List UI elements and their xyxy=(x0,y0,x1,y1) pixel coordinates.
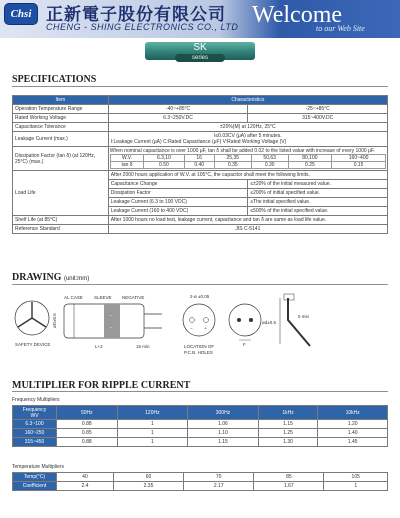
wv-range-label: 160~250 xyxy=(13,429,57,438)
freq-col-header: 120Hz xyxy=(117,406,188,420)
life-limit: ≤±20% of the initial measured value. xyxy=(248,180,388,189)
lead-diameter-label: ød±0.5 xyxy=(262,320,276,325)
table-row xyxy=(13,438,388,447)
cell-value: -25~+85°C xyxy=(248,105,388,114)
df-note: When nominal capacitance is over 1000 μF, tan δ shall be added 0.02 to the listed value with increase of every 1000 μF. xyxy=(109,148,375,154)
row-label: Leakage Current (max.) xyxy=(13,132,109,147)
sleeve-label: SLEEVE xyxy=(94,295,112,300)
df-wv-cell: 80,100 xyxy=(288,155,332,162)
life-param: Dissipation Factor xyxy=(108,189,248,198)
specifications-table xyxy=(12,95,388,234)
company-name-chinese: 正新電子股份有限公司 xyxy=(46,5,226,25)
coef-cell: 1.67 xyxy=(254,482,324,491)
terminal xyxy=(249,318,253,322)
coef-cell: 1 xyxy=(324,482,388,491)
table-row xyxy=(13,482,388,491)
table-row xyxy=(13,123,388,132)
safety-vent-mark xyxy=(18,302,46,327)
length-dimension: L+2 xyxy=(95,344,103,349)
row-label: Dissipation Factor (tan δ) (at 120Hz, 25°C) (max.) xyxy=(13,147,109,171)
coef-cell: 2.17 xyxy=(184,482,254,491)
hole-tolerance: ±0.05 xyxy=(198,294,210,299)
freq-cell: 1.06 xyxy=(188,420,259,429)
df-wv-label: W.V. xyxy=(110,155,144,162)
freq-cell: 1.10 xyxy=(188,429,259,438)
cell-value: 315~400V.DC xyxy=(248,114,388,123)
freq-cell: 1 xyxy=(117,438,188,447)
df-tan-cell: 0.50 xyxy=(144,162,184,169)
freq-cell: 1.25 xyxy=(258,429,318,438)
section-divider xyxy=(12,391,388,392)
freq-corner xyxy=(13,406,57,420)
cell-value xyxy=(108,147,387,171)
df-wv-cell: 6.3,10 xyxy=(144,155,184,162)
header-banner xyxy=(0,0,400,38)
df-table xyxy=(110,154,386,169)
leakage-legend: I:Leakage Current (μA) C:Rated Capacitance (μF) V:Rated Working Voltage (V) xyxy=(110,139,287,145)
pcb-holes-label: P.C.B. HOLES xyxy=(184,350,213,355)
df-tan-cell: 0.40 xyxy=(184,162,214,169)
welcome-heading: Welcome xyxy=(252,2,343,28)
dimension-drawing xyxy=(12,290,388,362)
table-row xyxy=(13,225,388,234)
freq-cell: 1.45 xyxy=(318,438,388,447)
freq-cell: 1 xyxy=(117,429,188,438)
temperature-multiplier-table xyxy=(12,472,388,491)
freq-cell: 1.40 xyxy=(318,429,388,438)
pcb-hole-view xyxy=(183,304,215,336)
temp-cell: 105 xyxy=(324,473,388,482)
freq-cell: 1.15 xyxy=(258,420,318,429)
section-specifications-title: SPECIFICATIONS xyxy=(12,74,97,85)
section-drawing-title xyxy=(12,272,89,283)
life-limit: ≤500% of the initial specified value. xyxy=(248,207,388,216)
freq-cell: 1.30 xyxy=(258,438,318,447)
table-row xyxy=(13,473,388,482)
safety-device-label: SAFETY DEVICE xyxy=(15,342,51,347)
leakage-formula: I≤0.03CV (μA) after 5 minutes. xyxy=(214,133,282,139)
frequency-table-title: Frequency Multipliers xyxy=(12,397,60,403)
wv-range-label: 6.3~100 xyxy=(13,420,57,429)
life-limit: ≤200% of initial specified value. xyxy=(248,189,388,198)
cell-value: After 2000 hours application of W.V. at 105°C, the capacitor shall meet the following limits. xyxy=(108,171,387,180)
coef-cell: 2.4 xyxy=(57,482,114,491)
table-row xyxy=(13,114,388,123)
cell-value: After 1000 hours no load test, leakage current, capacitance and tan δ are same as load life value. xyxy=(108,216,387,225)
freq-cell: 1.20 xyxy=(318,420,388,429)
df-tan-cell: 0.30 xyxy=(251,162,288,169)
cell-value: -40~+85°C xyxy=(108,105,248,114)
freq-cell: 0.88 xyxy=(57,420,118,429)
pcb-hole xyxy=(204,318,209,323)
temp-cell: 70 xyxy=(184,473,254,482)
df-wv-cell: 16 xyxy=(184,155,214,162)
row-label: Rated Working Voltage xyxy=(13,114,109,123)
section-divider xyxy=(12,86,388,87)
diameter-dimension: øD±0.5 xyxy=(52,313,57,328)
df-wv-cell: 25,35 xyxy=(214,155,251,162)
negative-symbol: − xyxy=(110,313,113,318)
section-multiplier-title: MULTIPLIER FOR RIPPLE CURRENT xyxy=(12,380,191,391)
df-tan-cell: 0.25 xyxy=(288,162,332,169)
series-subtitle: series xyxy=(175,54,225,62)
df-tan-row xyxy=(110,162,385,169)
temp-cell: 85 xyxy=(254,473,324,482)
logo-text: Chsi xyxy=(10,8,32,20)
table-row xyxy=(13,429,388,438)
table-row xyxy=(13,420,388,429)
location-label: LOCATION OF xyxy=(184,344,215,349)
pitch-label: F xyxy=(243,342,246,347)
row-label: Shelf Life (at 85°C) xyxy=(13,216,109,225)
row-label: Load Life xyxy=(13,171,109,216)
series-name: SK xyxy=(193,42,207,53)
company-name-english: CHENG - SHING ELECTRONICS CO., LTD xyxy=(46,22,239,32)
freq-col-header: 300Hz xyxy=(188,406,259,420)
temp-cell: 60 xyxy=(113,473,183,482)
end-view xyxy=(229,304,261,336)
table-row xyxy=(13,171,388,180)
terminal xyxy=(237,318,241,322)
hole-size-label: 2-ø xyxy=(190,294,197,299)
freq-cell: 0.85 xyxy=(57,429,118,438)
welcome-tagline: to our Web Site xyxy=(316,24,365,33)
temp-cell: 40 xyxy=(57,473,114,482)
freq-col-header: 50Hz xyxy=(57,406,118,420)
df-wv-row xyxy=(110,155,385,162)
lead-bend xyxy=(288,298,310,346)
pcb-hole xyxy=(190,318,195,323)
df-tan-cell: 0.35 xyxy=(214,162,251,169)
cell-value xyxy=(108,132,387,147)
header-characteristics: Characteristics xyxy=(108,96,387,105)
df-wv-cell: 50,63 xyxy=(251,155,288,162)
life-param: Capacitance Change xyxy=(108,180,248,189)
coef-cell: 2.35 xyxy=(113,482,183,491)
freq-col-header: 1kHz xyxy=(258,406,318,420)
drawing-title-text: DRAWING xyxy=(12,272,62,283)
negative-stripe xyxy=(104,304,120,338)
table-row xyxy=(13,105,388,114)
header-item: Item xyxy=(13,96,109,105)
freq-corner-top: Frequency xyxy=(22,406,47,413)
row-label: Capacitance Tolerance xyxy=(13,123,109,132)
cell-value: 6.3~250V.DC xyxy=(108,114,248,123)
lead-min-label: 5 min xyxy=(298,314,310,319)
table-row xyxy=(13,216,388,225)
al-case-label: AL CASE xyxy=(64,295,83,300)
df-tan-label: tan δ xyxy=(110,162,144,169)
cell-value: JIS C-5141 xyxy=(108,225,387,234)
temperature-table-title: Temperature Multipliers xyxy=(12,464,64,470)
life-param: Leakage Current (6.3 to 100 VDC) xyxy=(108,198,248,207)
table-row xyxy=(13,132,388,147)
freq-cell: 1.15 xyxy=(188,438,259,447)
freq-corner-bottom: WV xyxy=(30,412,39,419)
section-divider xyxy=(12,284,388,285)
drawing-unit: (unit:mm) xyxy=(63,276,90,282)
freq-col-header: 10kHz xyxy=(318,406,388,420)
df-wv-cell: 160~400 xyxy=(332,155,386,162)
life-limit: ≤The initial specified value. xyxy=(248,198,388,207)
freq-header-row xyxy=(13,406,388,420)
wv-range-label: 315~450 xyxy=(13,438,57,447)
row-label: Reference Standard xyxy=(13,225,109,234)
negative-symbol: − xyxy=(110,325,113,330)
negative-symbol: − xyxy=(190,326,193,331)
life-param: Leakage Current (160 to 400 VDC) xyxy=(108,207,248,216)
table-header-row xyxy=(13,96,388,105)
company-logo xyxy=(4,3,38,25)
df-tan-cell: 0.15 xyxy=(332,162,386,169)
frequency-multiplier-table xyxy=(12,405,388,447)
lead-length-dim: 15 min xyxy=(136,344,150,349)
temp-row-label: Temp(°C) xyxy=(13,473,57,482)
table-row xyxy=(13,147,388,171)
negative-label: NEGATIVE xyxy=(122,295,145,300)
freq-cell: 0.88 xyxy=(57,438,118,447)
freq-cell: 1 xyxy=(117,420,188,429)
row-label: Operation Temperature Range xyxy=(13,105,109,114)
cell-value: ±20%(M) at 120Hz, 25°C xyxy=(108,123,387,132)
positive-symbol: + xyxy=(204,326,207,331)
coefficient-row-label: Coefficient xyxy=(13,482,57,491)
